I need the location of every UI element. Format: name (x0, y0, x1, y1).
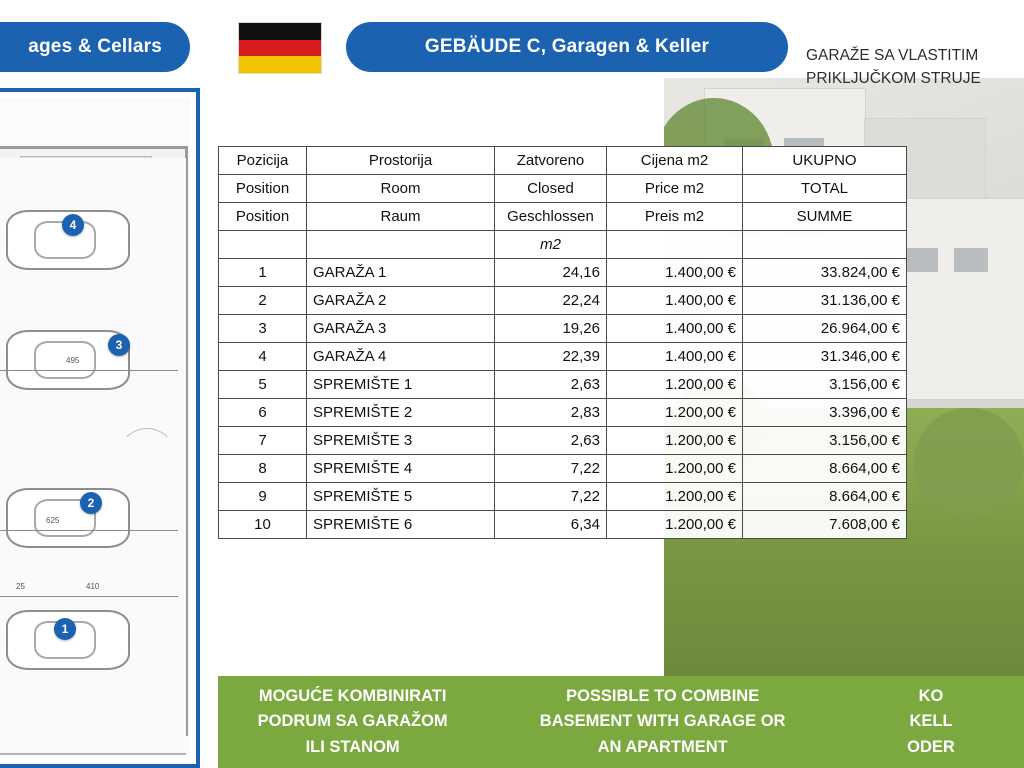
table-row (219, 455, 907, 483)
cell-room: SPREMIŠTE 2 (307, 399, 495, 427)
header-preis-m2-de: Preis m2 (607, 203, 743, 231)
header-total-en: TOTAL (743, 175, 907, 203)
cell-position: 3 (219, 315, 307, 343)
cell-position: 7 (219, 427, 307, 455)
cell-room: SPREMIŠTE 1 (307, 371, 495, 399)
header-position-en: Position (219, 175, 307, 203)
footer-croatian (218, 684, 487, 761)
header-position-de: Position (219, 203, 307, 231)
header-pozicija: Pozicija (219, 147, 307, 175)
cell-price: 1.400,00 € (607, 315, 743, 343)
cell-price: 1.200,00 € (607, 427, 743, 455)
cell-position: 8 (219, 455, 307, 483)
table-header-en (219, 175, 907, 203)
plan-marker-1[interactable]: 1 (54, 618, 76, 640)
render-window (954, 248, 988, 272)
price-table-wrapper (218, 146, 906, 539)
cell-room: GARAŽA 3 (307, 315, 495, 343)
croatian-note-line1: GARAŽE SA VLASTITIM (806, 47, 979, 64)
cell-position: 9 (219, 483, 307, 511)
cell-closed: 2,83 (495, 399, 607, 427)
unit-room (307, 231, 495, 259)
cell-room: SPREMIŠTE 5 (307, 483, 495, 511)
plan-dimension-line (0, 530, 178, 531)
cell-price: 1.200,00 € (607, 371, 743, 399)
footer-de-line3: ODER (907, 737, 955, 756)
flag-band-gold (239, 56, 321, 73)
header-summe-de: SUMME (743, 203, 907, 231)
cell-room: GARAŽA 1 (307, 259, 495, 287)
cell-total: 3.156,00 € (743, 371, 907, 399)
render-building-right (894, 198, 1024, 400)
footer-hr-line1: MOGUĆE KOMBINIRATI (258, 686, 447, 705)
cell-position: 4 (219, 343, 307, 371)
cell-total: 8.664,00 € (743, 483, 907, 511)
unit-total (743, 231, 907, 259)
table-row (219, 399, 907, 427)
table-row (219, 343, 907, 371)
cell-price: 1.200,00 € (607, 399, 743, 427)
cell-closed: 6,34 (495, 511, 607, 539)
cell-closed: 2,63 (495, 427, 607, 455)
footer-de-line1: KO (918, 686, 944, 705)
unit-pos (219, 231, 307, 259)
header-raum-de: Raum (307, 203, 495, 231)
cell-total: 7.608,00 € (743, 511, 907, 539)
cell-closed: 22,39 (495, 343, 607, 371)
table-row (219, 259, 907, 287)
header-ukupno: UKUPNO (743, 147, 907, 175)
unit-price (607, 231, 743, 259)
cell-price: 1.400,00 € (607, 259, 743, 287)
plan-dimension-line (0, 370, 178, 371)
plan-dimension-line (0, 596, 178, 597)
cell-closed: 7,22 (495, 455, 607, 483)
plan-door-swing (118, 428, 176, 486)
footer-de-line2: KELL (909, 712, 953, 731)
cell-total: 31.346,00 € (743, 343, 907, 371)
table-unit-row (219, 231, 907, 259)
cell-position: 2 (219, 287, 307, 315)
header-closed-en: Closed (495, 175, 607, 203)
table-row (219, 315, 907, 343)
plan-dimension-text: 625 (46, 516, 60, 525)
cell-price: 1.200,00 € (607, 455, 743, 483)
cell-price: 1.400,00 € (607, 287, 743, 315)
cell-total: 31.136,00 € (743, 287, 907, 315)
cell-price: 1.200,00 € (607, 483, 743, 511)
footer-hr-line3: ILI STANOM (305, 737, 400, 756)
header-prostorija: Prostorija (307, 147, 495, 175)
floor-plan-drawing (0, 98, 190, 758)
cell-total: 3.156,00 € (743, 427, 907, 455)
cell-room: SPREMIŠTE 4 (307, 455, 495, 483)
banner-english: ages & Cellars (0, 22, 190, 72)
footer-en-line1: POSSIBLE TO COMBINE (566, 686, 760, 705)
footer-en-line2: BASEMENT WITH GARAGE OR (539, 712, 786, 731)
cell-room: SPREMIŠTE 6 (307, 511, 495, 539)
table-row (219, 287, 907, 315)
cell-room: GARAŽA 4 (307, 343, 495, 371)
cell-closed: 19,26 (495, 315, 607, 343)
cell-total: 33.824,00 € (743, 259, 907, 287)
table-row (219, 427, 907, 455)
render-window (904, 248, 938, 272)
cell-position: 5 (219, 371, 307, 399)
plan-marker-4[interactable]: 4 (62, 214, 84, 236)
cell-position: 1 (219, 259, 307, 287)
cell-total: 8.664,00 € (743, 455, 907, 483)
cell-closed: 24,16 (495, 259, 607, 287)
footer-en-line3: AN APARTMENT (597, 737, 728, 756)
plan-marker-3[interactable]: 3 (108, 334, 130, 356)
footer-english (487, 684, 838, 761)
plan-car-2 (6, 488, 130, 548)
plan-dimension-text: 410 (86, 582, 100, 591)
cell-total: 3.396,00 € (743, 399, 907, 427)
render-tree (914, 408, 1024, 518)
header-zatvoreno: Zatvoreno (495, 147, 607, 175)
header-room-en: Room (307, 175, 495, 203)
floor-plan-panel (0, 88, 200, 768)
footer-banner (218, 676, 1024, 768)
cell-total: 26.964,00 € (743, 315, 907, 343)
cell-price: 1.200,00 € (607, 511, 743, 539)
header-price-m2-en: Price m2 (607, 175, 743, 203)
croatian-note (806, 44, 1024, 91)
cell-room: SPREMIŠTE 3 (307, 427, 495, 455)
cell-price: 1.400,00 € (607, 343, 743, 371)
cell-closed: 2,63 (495, 371, 607, 399)
header-cijena-m2: Cijena m2 (607, 147, 743, 175)
footer-hr-line2: PODRUM SA GARAŽOM (257, 712, 448, 731)
flag-band-red (239, 40, 321, 57)
unit-closed: m2 (495, 231, 607, 259)
cell-closed: 22,24 (495, 287, 607, 315)
cell-closed: 7,22 (495, 483, 607, 511)
plan-dimension-text: 25 (16, 582, 25, 591)
footer-german (838, 684, 1024, 761)
croatian-note-line2: PRIKLJUČKOM STRUJE (806, 70, 981, 88)
table-row (219, 511, 907, 539)
cell-position: 10 (219, 511, 307, 539)
table-header-hr (219, 147, 907, 175)
plan-marker-2[interactable]: 2 (80, 492, 102, 514)
table-header-de (219, 203, 907, 231)
banner-german: GEBÄUDE C, Garagen & Keller (346, 22, 788, 72)
header-geschlossen-de: Geschlossen (495, 203, 607, 231)
price-table (218, 146, 907, 539)
plan-dimension-text: 495 (66, 356, 80, 365)
table-row (219, 483, 907, 511)
table-row (219, 371, 907, 399)
cell-room: GARAŽA 2 (307, 287, 495, 315)
cell-position: 6 (219, 399, 307, 427)
german-flag-icon (238, 22, 322, 74)
flag-band-black (239, 23, 321, 40)
